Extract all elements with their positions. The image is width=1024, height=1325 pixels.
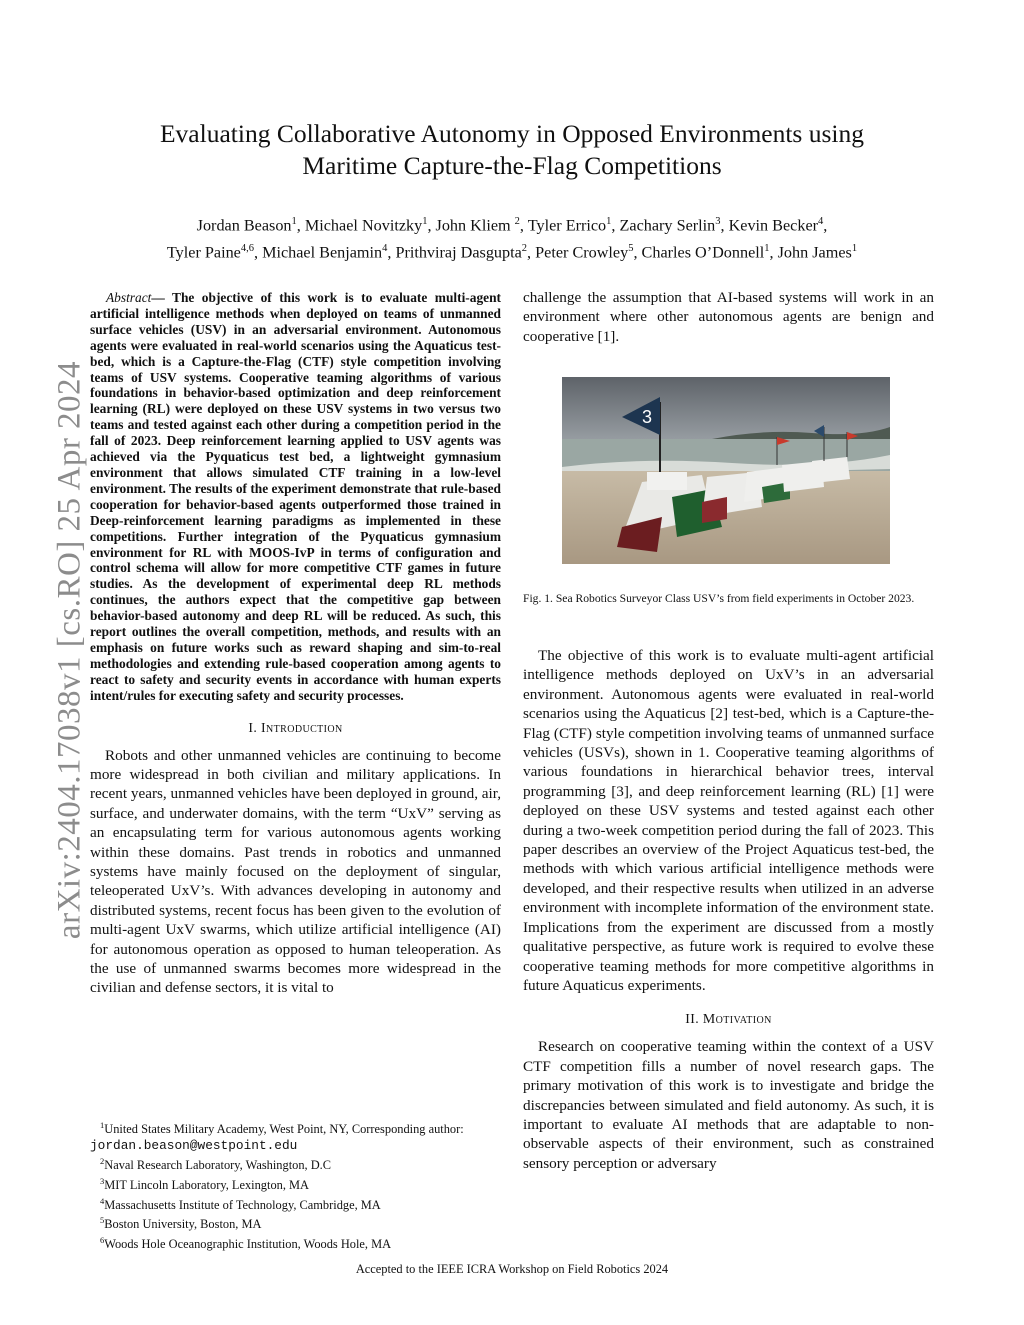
footnote-number: 5 [100,1215,105,1226]
section-title: Motivation [702,1011,772,1027]
author-name: Peter Crowley [535,243,629,262]
paper-title [90,118,934,182]
author-affiliation: 2 [521,243,528,255]
author-name: Zachary Serlin [619,216,716,235]
title-line-1: Evaluating Collaborative Autonomy in Opposed Environments using [159,119,864,148]
footnote [90,1213,504,1233]
author-line-2: Tyler Paine$^{4,6}$, Michael Benjamin$^4$, Prithviraj Dasgupta$^2$, Peter Crowley$^5$, Charles O’Donnell$^1$, John James$^1$ [166,243,858,262]
author-name: Michael Novitzky [304,216,423,235]
footnote-text: Massachusetts Institute of Technology, Cambridge, MA [104,1197,381,1212]
introduction-paragraph: Robots and other unmanned vehicles are continuing to become more widespread in both civilian and military applications. In recent years, unmanned vehicles have been deployed in ground, air, surface, and underwater domains, with the term “UxV” serving as an encapsulating term for various autonomous agents working within these domains. Past trends in robotics and unmanned systems have mainly focused on the deployment of singular, teleoperated UxV’s. With advances developing in autonomy and distributed systems, recent focus has been given to the evolution of multi-agent UxV swarms, which utilize artificial intelligence (AI) for autonomous operation as opposed to human teleoperation. As the use of unmanned swarms becomes more widespread in the civilian and defense sectors, it is vital to [90,746,501,997]
objective-paragraph: The objective of this work is to evaluate multi-agent artificial intelligence methods deployed on UxV’s in an adversarial environment. Autonomous agents were evaluated in real-world scenarios using the Aquaticus [2] test-bed, which is a Capture-the-Flag (CTF) style competition involving teams of unmanned surface vehicles (USVs), shown in 1. Cooperative teaming algorithms of various foundations in hierarchical behavior trees, interval programming [3], and deep reinforcement learning (RL) [1] were deployed on these USV systems and tested against each other during a two-week competition period during the fall of 2023. This paper describes an overview of the Project Aquaticus test-bed, the methods with which various artificial intelligence methods were developed, and their respective results when utilized in an adverse environment with incomplete information of the environment state. Implications from the experiment are discussed from a mostly qualitative perspective, as future work is required to evolve these cooperative teaming methods for more competitive algorithms in future Aquaticus experiments. [523,647,934,994]
arxiv-identifier: arXiv:2404.17038v1 [cs.RO] 25 Apr 2024 [51,360,88,940]
footnote-number: 2 [100,1155,105,1166]
author-name: John Kliem [435,216,511,235]
flag-number: 3 [642,407,653,427]
author-name: John James [777,243,852,262]
footnote [90,1233,504,1253]
author-affiliation: 4 [382,243,388,255]
footnote-text: Boston University, Boston, MA [104,1217,262,1232]
section-number: I. [248,719,258,735]
author-affiliation: 1 [851,243,858,255]
usv-boat [812,457,850,483]
section-heading-motivation [523,1011,934,1027]
figure-caption: Fig. 1. Sea Robotics Surveyor Class USV’s from field experiments in October 2023. [523,592,915,605]
section-heading-introduction [90,720,501,736]
abstract [90,290,501,704]
footnote-text: Woods Hole Oceanographic Institution, Woods Hole, MA [104,1237,392,1252]
author-list [90,210,934,265]
left-column [90,290,501,998]
footnote-email[interactable] [90,1138,504,1154]
footnote-text: Naval Research Laboratory, Washington, D.C [104,1157,332,1172]
author-affiliation: 1 [606,216,612,227]
footnote [90,1154,504,1174]
author-affiliation: 1 [291,216,297,227]
right-column-top [523,288,934,346]
author-name: Prithviraj Dasgupta [395,243,522,262]
author-affiliation: 3 [715,216,721,227]
author-name: Charles O’Donnell [641,243,765,262]
motivation-paragraph: Research on cooperative teaming within the context of a USV CTF competition fills a number of novel research gaps. The primary motivation of this work is to investigate and bridge the discrepancies between simulated and field autonomy. As such, it is important to evaluate AI methods that are adaptable to non-observable aspects of their environment, such as constrained sensory perception or adversary [523,1038,934,1172]
footnote [90,1194,504,1214]
page-footer: Accepted to the IEEE ICRA Workshop on Field Robotics 2024 [355,1262,669,1276]
author-affiliation: 2 [514,216,520,227]
author-name: Jordan Beason [196,216,292,235]
abstract-dash: — [151,290,165,305]
footnote-text: MIT Lincoln Laboratory, Lexington, MA [104,1177,309,1192]
footnote-number: 4 [100,1195,105,1206]
author-affiliation: 5 [628,243,634,255]
abstract-label: Abstract [106,290,152,305]
right-column-main [523,646,934,1173]
footnote-number: 3 [100,1175,105,1186]
introduction-continued-paragraph: challenge the assumption that AI-based systems will work in an environment where other autonomous agents are benign and cooperative [1]. [523,289,934,345]
author-name: Tyler Paine [166,243,241,262]
author-affiliation: 1 [764,243,770,255]
section-title: Introduction [261,719,343,735]
author-name: Tyler Errico [527,216,607,235]
author-line-1: Jordan Beason$^1$, Michael Novitzky$^1$, John Kliem $^2$, Tyler Errico$^1$, Zachary Serlin$^3$, Kevin Becker$^4$, [196,216,828,235]
section-number: II. [685,1011,700,1027]
author-affiliation: 4 [818,216,824,227]
author-name: Michael Benjamin [262,243,383,262]
usv-beach-photo [562,377,890,564]
author-name: Kevin Becker [728,216,819,235]
footnote [90,1174,504,1194]
author-affiliation: 4,6 [240,243,254,255]
figure-usv-photo [562,377,890,564]
footnote [90,1118,504,1138]
affiliation-footnotes [90,1118,504,1253]
footnote-number: 1 [100,1120,105,1130]
abstract-text: The objective of this work is to evaluate multi-agent artificial intelligence methods when deployed on teams of unmanned surface vehicles (USV) in an adversarial environment. Autonomous agents were evaluated in real-world scenarios using the Aquaticus test-bed, which is a Capture-the-Flag (CTF) style competition involving teams of USV systems. Cooperative teaming algorithms of various foundations in behavior-based optimization and deep reinforcement learning (RL) were deployed on these USV systems in two versus two teams and tested against each other during a competition period in the fall of 2023. Deep reinforcement learning applied to USV agents was achieved via the Pyquaticus test bed, a lightweight gymnasium environment that allows simulated CTF training in a low-level environment. The results of the experiment demonstrate that rule-based cooperation for behavior-based agents outperformed those trained in Deep-reinforcement learning paradigms as implemented in these competitions. Further integration of the Pyquaticus gymnasium environment for RL with MOOS-IvP in terms of configuration and control schema will allow for more competitive CTF games in future studies. As the development of experimental deep RL methods continues, the authors expect that the competitive gap between behavior-based autonomy and deep RL will be reduced. As such, this report outlines the overall competition, methods, and results with an emphasis on future works such as reward shaping and sim-to-real methodologies and extending rule-based cooperation among agents to react to safety and security events in accordance with human experts intent/rules for executing safety and security processes. [90,290,502,703]
corresponding-email-link[interactable]: jordan.beason@westpoint.edu [90,1137,298,1153]
footnote-text: United States Military Academy, West Point, NY, Corresponding author: [104,1122,464,1137]
footnote-number: 6 [100,1235,105,1246]
author-affiliation: 1 [422,216,428,227]
title-line-2: Maritime Capture-the-Flag Competitions [302,151,722,180]
